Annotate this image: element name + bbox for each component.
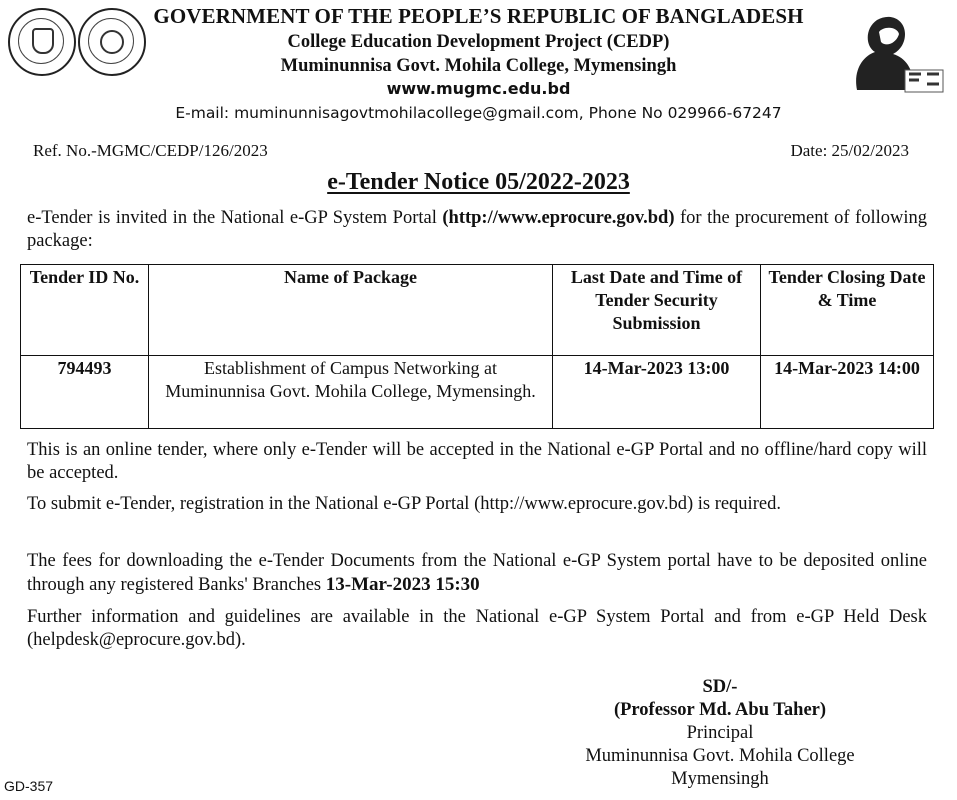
notice-date: Date: 25/02/2023 [790, 141, 909, 160]
notice-title [0, 169, 957, 196]
further-info-paragraph: Further information and guidelines are available in the National e-GP System Portal and from e-GP Held Desk (helpdesk@eprocure.gov.bd). [27, 607, 927, 650]
closing-time-cell: 14-Mar-2023 14:00 [761, 356, 934, 429]
table-row [21, 356, 934, 429]
header-closing-time: Tender Closing Date & Time [761, 265, 934, 356]
website-text: www.mugmc.edu.bd [386, 79, 571, 98]
intro-text-after: for the procurement of following package: [27, 208, 927, 251]
contact-line: E-mail: muminunnisagovtmohilacollege@gmail.com, Phone No 029966-67247 [175, 104, 782, 122]
signature-sd: SD/- [702, 677, 738, 697]
signatory-name: (Professor Md. Abu Taher) [613, 700, 827, 720]
registration-paragraph: To submit e-Tender, registration in the National e-GP Portal (http://www.eprocure.gov.bd) is required. [27, 494, 781, 514]
header-tender-id: Tender ID No. [21, 265, 149, 356]
college-title: Muminunnisa Govt. Mohila College, Mymensingh [280, 56, 677, 76]
notice-title-text: e-Tender Notice 05/2022-2023 [327, 169, 630, 195]
online-tender-paragraph: This is an online tender, where only e-Tender will be accepted in the National e-GP Portal and no offline/hard copy will be accepted. [27, 440, 927, 483]
footer-code: GD-357 [4, 778, 54, 794]
header-package-name: Name of Package [149, 265, 553, 356]
tender-table [20, 264, 934, 429]
fees-deadline: 13-Mar-2023 15:30 [325, 574, 480, 595]
signatory-city: Mymensingh [671, 769, 769, 789]
signatory-college: Muminunnisa Govt. Mohila College [585, 746, 855, 766]
table-header-row [21, 265, 934, 356]
reference-number: Ref. No.-MGMC/CEDP/126/2023 [33, 141, 268, 160]
fees-text: The fees for downloading the e-Tender Documents from the National e-GP System portal have to be deposited online through any registered Banks' Branches [27, 551, 927, 595]
header-security-deadline: Last Date and Time of Tender Security Submission [553, 265, 761, 356]
intro-paragraph [27, 207, 927, 253]
signatory-designation: Principal [686, 723, 754, 743]
package-name-cell: Establishment of Campus Networking at Muminunnisa Govt. Mohila College, Mymensingh. [149, 356, 553, 429]
project-title: College Education Development Project (CEDP) [287, 32, 670, 52]
intro-text-before: e-Tender is invited in the National e-GP System Portal [27, 208, 443, 228]
portal-url: (http://www.eprocure.gov.bd) [442, 208, 675, 228]
tender-id-cell: 794493 [21, 356, 149, 429]
government-title: GOVERNMENT OF THE PEOPLE’S REPUBLIC OF BANGLADESH [153, 4, 804, 28]
security-deadline-cell: 14-Mar-2023 13:00 [553, 356, 761, 429]
fees-paragraph [27, 550, 927, 597]
